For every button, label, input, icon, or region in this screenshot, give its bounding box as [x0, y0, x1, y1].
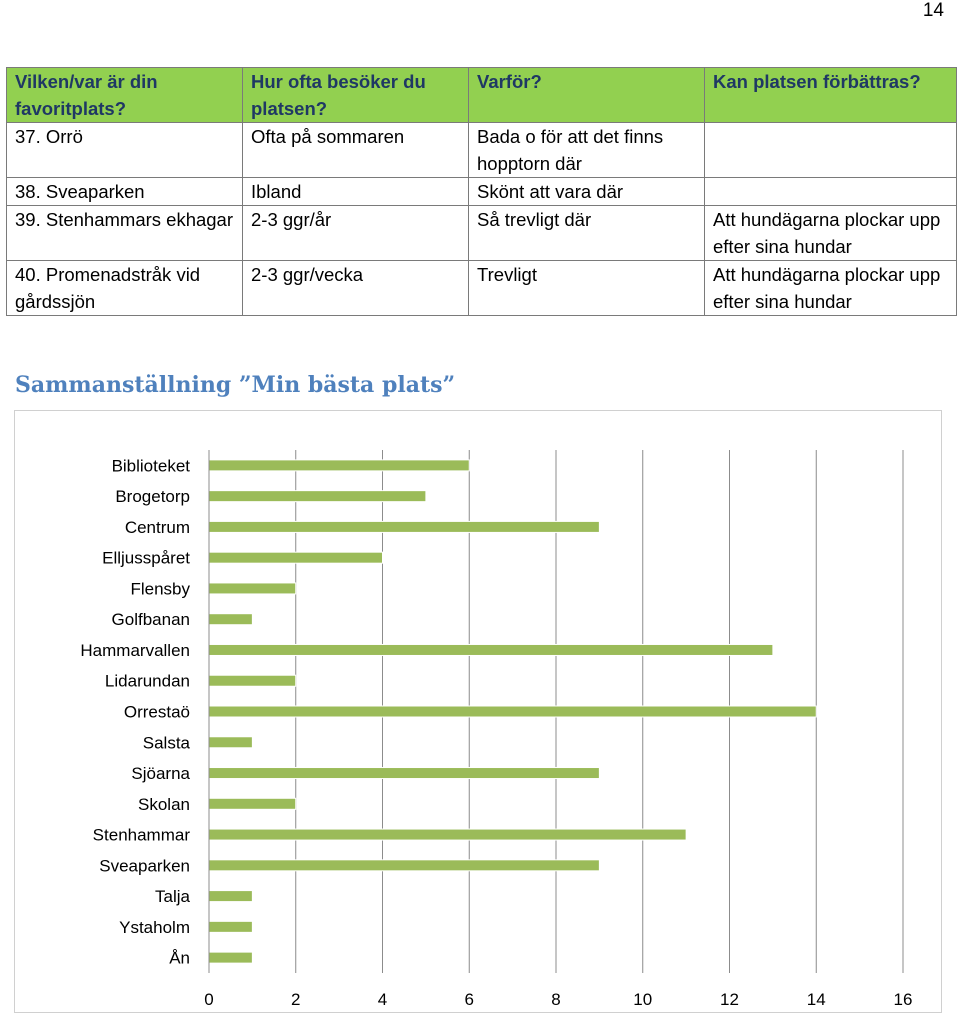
category-label: Centrum — [124, 517, 190, 537]
bar — [209, 737, 252, 748]
category-label: Skolan — [138, 794, 190, 814]
x-tick-label: 4 — [377, 990, 388, 1009]
bar — [209, 921, 252, 932]
category-label: Ån — [169, 948, 190, 968]
category-label: Biblioteket — [111, 456, 190, 476]
cell-improvement: Att hundägarna plockar upp efter sina hundar — [705, 261, 957, 316]
bar — [209, 952, 252, 963]
header-improvements: Kan platsen förbättras? — [705, 68, 957, 123]
x-tick-label: 0 — [204, 990, 214, 1009]
header-why: Varför? — [469, 68, 705, 123]
bar — [209, 644, 773, 655]
category-label: Sjöarna — [131, 764, 190, 784]
bar — [209, 491, 426, 502]
category-label: Flensby — [130, 579, 190, 599]
cell-place: 37. Orrö — [7, 123, 243, 178]
bar — [209, 614, 252, 625]
header-visit-frequency: Hur ofta besöker du platsen? — [243, 68, 469, 123]
x-tick-label: 6 — [464, 990, 474, 1009]
cell-improvement: Att hundägarna plockar upp efter sina hundar — [705, 206, 957, 261]
bar — [209, 798, 296, 809]
cell-reason: Så trevligt där — [469, 206, 705, 261]
cell-frequency: Ibland — [243, 178, 469, 206]
page-number: 14 — [922, 0, 944, 21]
section-title: Sammanställning ”Min bästa plats” — [15, 372, 456, 398]
bar — [209, 891, 252, 902]
category-label: Brogetorp — [115, 487, 190, 507]
x-tick-label: 16 — [893, 990, 913, 1009]
category-label: Hammarvallen — [80, 640, 190, 660]
cell-place: 40. Promenadstråk vid gårdssjön — [7, 261, 243, 316]
bar — [209, 860, 599, 871]
cell-frequency: 2-3 ggr/år — [243, 206, 469, 261]
x-tick-label: 2 — [291, 990, 301, 1009]
cell-reason: Trevligt — [469, 261, 705, 316]
x-tick-label: 14 — [806, 990, 826, 1009]
header-favorite-place: Vilken/var är din favoritplats? — [7, 68, 243, 123]
category-label: Stenhammar — [92, 825, 190, 845]
cell-frequency: Ofta på sommaren — [243, 123, 469, 178]
cell-place: 38. Sveaparken — [7, 178, 243, 206]
bar — [209, 768, 599, 779]
category-label: Talja — [155, 887, 190, 907]
bar — [209, 552, 383, 563]
category-label: Ystaholm — [119, 917, 190, 937]
bar — [209, 521, 599, 532]
bar — [209, 829, 686, 840]
bar — [209, 675, 296, 686]
category-label: Salsta — [142, 733, 190, 753]
bar — [209, 706, 816, 717]
x-tick-label: 8 — [551, 990, 561, 1009]
cell-reason: Skönt att vara där — [469, 178, 705, 206]
category-label: Sveaparken — [99, 856, 190, 876]
category-label: Golfbanan — [111, 610, 190, 630]
category-label: Lidarundan — [104, 671, 190, 691]
bar — [209, 583, 296, 594]
cell-place: 39. Stenhammars ekhagar — [7, 206, 243, 261]
x-tick-label: 10 — [633, 990, 653, 1009]
cell-frequency: 2-3 ggr/vecka — [243, 261, 469, 316]
x-tick-label: 12 — [720, 990, 739, 1009]
category-label: Orrestaö — [123, 702, 190, 722]
bar — [209, 460, 469, 471]
cell-reason: Bada o för att det finns hopptorn där — [469, 123, 705, 178]
category-label: Elljusspåret — [102, 548, 190, 568]
